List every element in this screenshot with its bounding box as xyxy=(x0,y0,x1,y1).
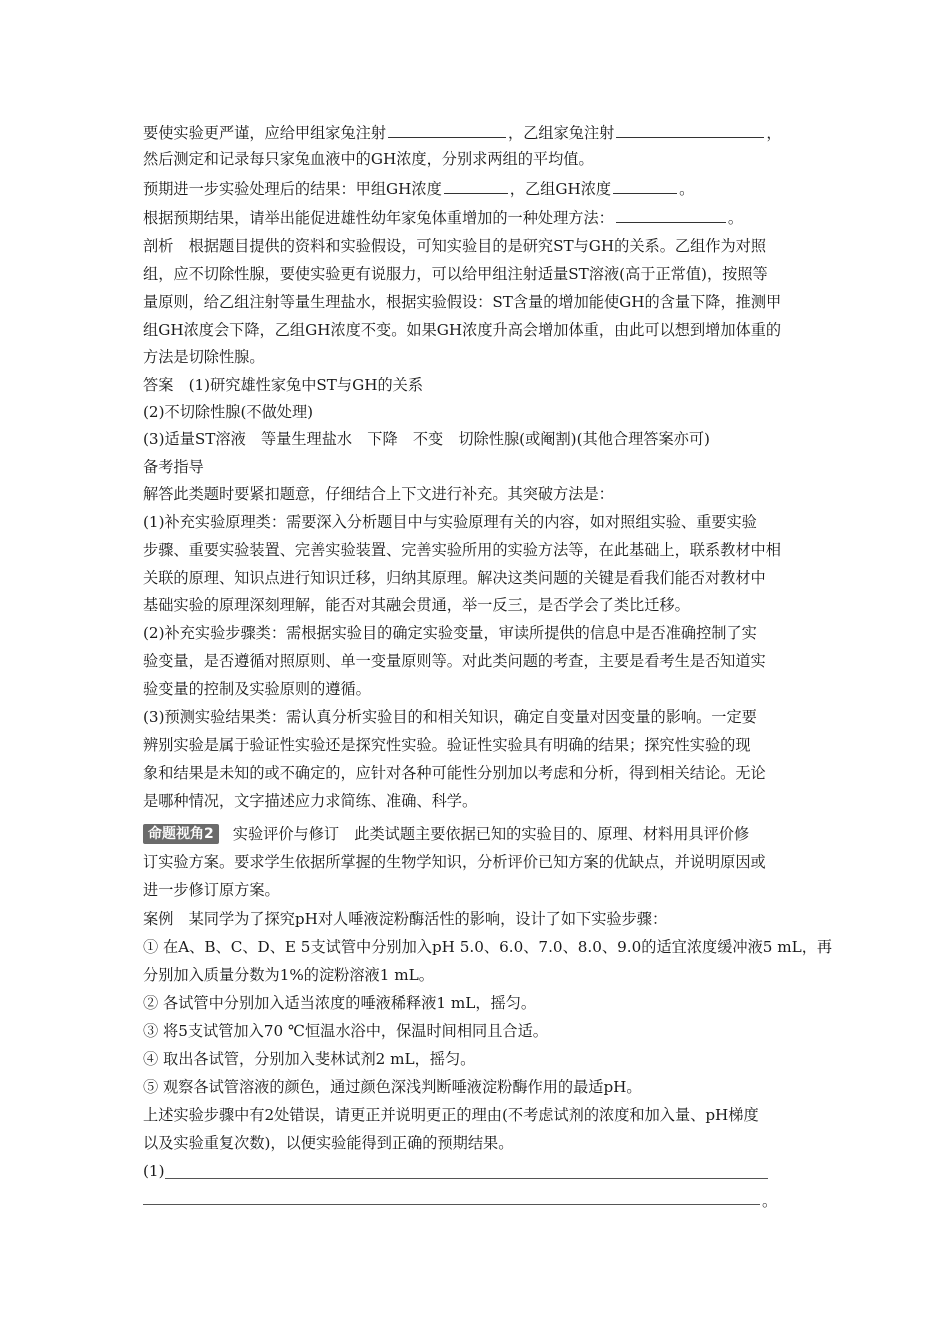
step-item: 分别加入质量分数为1%的淀粉溶液1 mL。 xyxy=(143,966,434,984)
analysis-text: 方法是切除性腺。 xyxy=(143,348,265,366)
question-text: ，乙组家兔注射 xyxy=(508,124,615,142)
step-item: ② 各试管中分别加入适当浓度的唾液稀释液1 mL，摇匀。 xyxy=(143,994,537,1012)
case-text: 案例 某同学为了探究pH对人唾液淀粉酶活性的影响，设计了如下实验步骤： xyxy=(143,910,668,928)
text-line: 是哪种情况，文字描述应力求简练、准确、科学。 xyxy=(143,792,478,810)
answer-label: (1) xyxy=(143,1162,165,1180)
text-line: 基础实验的原理深刻理解，能否对其融会贯通，举一反三，是否学会了类比迁移。 xyxy=(143,596,690,614)
analysis-text: 量原则，给乙组注射等量生理盐水，根据实验假设：ST含量的增加能使GH的含量下降，推测甲 xyxy=(143,293,782,311)
question-text: ， xyxy=(766,124,782,142)
analysis-text: 组，应不切除性腺，要使实验更有说服力，可以给甲组注射适量ST溶液(高于正常值)，按照等 xyxy=(143,265,768,283)
answer-blank[interactable] xyxy=(613,176,677,194)
answer-blank[interactable] xyxy=(616,205,726,223)
answer-blank-line[interactable] xyxy=(165,1178,768,1179)
text-line: (3)预测实验结果类：需认真分析实验目的和相关知识，确定自变量对因变量的影响。一定要 xyxy=(143,708,757,726)
step-item: ⑤ 观察各试管溶液的颜色，通过颜色深浅判断唾液淀粉酶作用的最适pH。 xyxy=(143,1078,642,1096)
text-line: 进一步修订原方案。 xyxy=(143,881,280,899)
text-line: 验变量，是否遵循对照原则、单一变量原则等。对此类问题的考查，主要是看考生是否知道实 xyxy=(143,652,766,670)
step-item: ③ 将5支试管加入70 ℃恒温水浴中，保温时间相同且合适。 xyxy=(143,1022,548,1040)
text-line: 步骤、重要实验装置、完善实验装置、完善实验所用的实验方法等，在此基础上，联系教材中相 xyxy=(143,541,781,559)
answer-text: 答案 (1)研究雄性家兔中ST与GH的关系 xyxy=(143,376,424,394)
step-item: ④ 取出各试管，分别加入斐林试剂2 mL，摇匀。 xyxy=(143,1050,476,1068)
text-line xyxy=(143,176,694,202)
section-badge: 命题视角2 xyxy=(143,824,219,844)
text-line: 验变量的控制及实验原则的遵循。 xyxy=(143,680,371,698)
analysis-text: 组GH浓度会下降，乙组GH浓度不变。如果GH浓度升高会增加体重，由此可以想到增加体重的 xyxy=(143,321,782,339)
answer-blank[interactable] xyxy=(388,120,506,138)
text-line: 订实验方案。要求学生依据所掌握的生物学知识，分析评价已知方案的优缺点，并说明原因或 xyxy=(143,853,766,871)
question-text: 预期进一步实验处理后的结果：甲组GH浓度 xyxy=(143,180,442,198)
text-line: (2)补充实验步骤类：需根据实验目的确定实验变量，审读所提供的信息中是否准确控制了实 xyxy=(143,624,757,642)
question-text: 根据预期结果，请举出能促进雄性幼年家兔体重增加的一种处理方法： xyxy=(143,209,614,227)
answer-blank[interactable] xyxy=(616,120,764,138)
period-mark: 。 xyxy=(762,1192,778,1210)
question-text: 。 xyxy=(727,209,743,227)
answer-text: (2)不切除性腺(不做处理) xyxy=(143,403,314,421)
text-line xyxy=(143,205,743,231)
answer-blank-line[interactable] xyxy=(143,1204,760,1205)
text-line: 关联的原理、知识点进行知识迁移，归纳其原理。解决这类问题的关键是看我们能否对教材中 xyxy=(143,569,766,587)
text-line: 然后测定和记录每只家兔血液中的GH浓度，分别求两组的平均值。 xyxy=(143,150,594,168)
answer-blank[interactable] xyxy=(444,176,508,194)
question-text: 要使实验更严谨，应给甲组家兔注射 xyxy=(143,124,386,142)
text-line: 解答此类题时要紧扣题意，仔细结合上下文进行补充。其突破方法是： xyxy=(143,485,614,503)
text-line: 辨别实验是属于验证性实验还是探究性实验。验证性实验具有明确的结果；探究性实验的现 xyxy=(143,736,751,754)
question-text: ，乙组GH浓度 xyxy=(509,180,612,198)
analysis-text: 剖析 根据题目提供的资料和实验假设，可知实验目的是研究ST与GH的关系。乙组作为对照 xyxy=(143,237,767,255)
text-line: (1)补充实验原理类：需要深入分析题目中与实验原理有关的内容，如对照组实验、重要实验 xyxy=(143,513,757,531)
text-line: 象和结果是未知的或不确定的，应针对各种可能性分别加以考虑和分析，得到相关结论。无论 xyxy=(143,764,766,782)
section-intro: 实验评价与修订 此类试题主要依据已知的实验目的、原理、材料用具评价修 xyxy=(232,825,750,843)
text-line xyxy=(143,821,749,847)
step-item: ① 在A、B、C、D、E 5支试管中分别加入pH 5.0、6.0、7.0、8.0、9.0的适宜浓度缓冲液5 mL，再 xyxy=(143,938,833,956)
question-text: 。 xyxy=(679,180,695,198)
section-heading: 备考指导 xyxy=(143,458,204,476)
text-line: 以及实验重复次数)，以便实验能得到正确的预期结果。 xyxy=(143,1134,514,1152)
text-line xyxy=(143,120,782,146)
text-line: 上述实验步骤中有2处错误，请更正并说明更正的理由(不考虑试剂的浓度和加入量、pH梯度 xyxy=(143,1106,759,1124)
answer-text: (3)适量ST溶液 等量生理盐水 下降 不变 切除性腺(或阉割)(其他合理答案亦可) xyxy=(143,430,710,448)
